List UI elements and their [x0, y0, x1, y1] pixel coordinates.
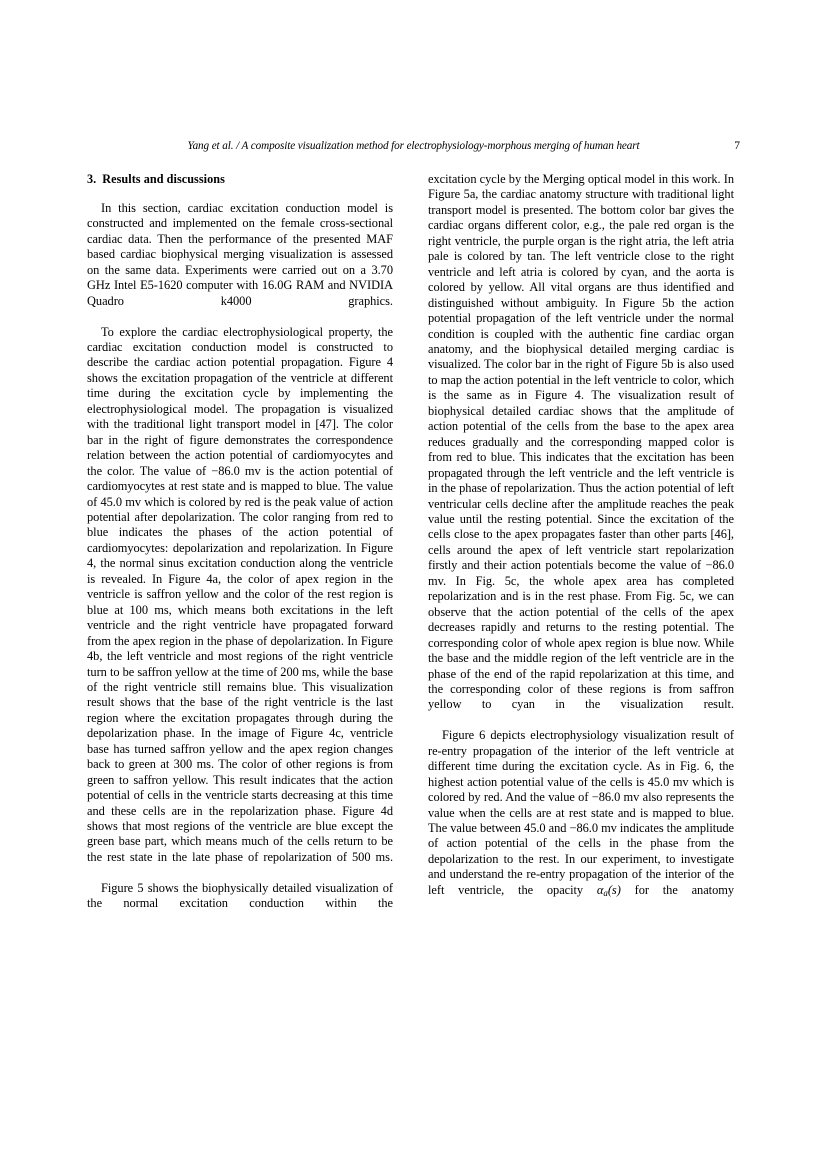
- paragraph: To explore the cardiac electrophysiological property, the cardiac excitation conduction model is constructed to describe the cardiac action potential propagation. Figure 4 shows the excitation propagation of the ventricle at different time during the excitation cycle by implementing the electrophysiological model. The propagation is visualized with the traditional light transport model in [47]. The color bar in the right of figure demonstrates the correspondence relation between the action potential of cardiomyocytes and the color. The value of −86.0 mv is the action potential of cardiomyocytes at rest state and is mapped to blue. The value of 45.0 mv which is colored by red is the peak value of action potential after depolarization. The color ranging from red to blue indicates the phases of the action potential of cardiomyocytes: depolarization and repolarization. In Figure 4, the normal sinus excitation conduction along the ventricle is revealed. In Figure 4a, the color of apex region in the ventricle is saffron yellow and the color of the rest region is blue at 100 ms, which means both excitations in the left ventricle and the right ventricle have propagated forward from the apex region in the phase of depolarization. In Figure 4b, the left ventricle and most regions of the right ventricle turn to be saffron yellow at the time of 200 ms, while the base of the right ventricle still remains blue. This visualization result shows that the base of the right ventricle is the last region where the excitation propagates through during the depolarization phase. In the image of Figure 4c, ventricle base has turned saffron yellow and the apex region changes back to green at 300 ms. The color of other regions is from green to saffron yellow. This result indicates that the action potential of cells in the ventricle starts decreasing at this time and these cells are in the repolarization phase. Figure 4d shows that most regions of the ventricle are blue except the green base part, which means much of the cells return to be the rest state in the late phase of repolarization of 500 ms.: [87, 324, 393, 864]
- paragraph-text-before-math: Figure 6 depicts electrophysiology visualization result of re-entry propagation of the interior of the left ventricle at different time during the excitation cycle. As in Fig. 6, the highest action potential value of the cells is 45.0 mv which is colored by red. And the value of −86.0 mv also represents the value when the cells are at rest state and is mapped to blue. The value between 45.0 and −86.0 mv indicates the amplitude of action potential of the cells in the phase from the depolarization to the rest. In our experiment, to investigate and understand the re-entry propagation of the interior of the left ventricle, the opacity: [428, 728, 734, 897]
- paragraph: excitation cycle by the Merging optical model in this work. In Figure 5a, the cardiac anatomy structure with traditional light transport model is presented. The bottom color bar gives the cardiac organs different color, e.g., the pale red organ is the right ventricle, the purple organ is the right atria, the left atria pale is colored by tan. The left ventricle close to the right ventricle and left atria is colored by cyan, and the aorta is colored by yellow. All vital organs are thus identified and distinguished without ambiguity. In Figure 5b the action potential propagation of the left ventricle under the normal condition is coupled with the authentic fine cardiac organ anatomy, and the biophysical detailed merging cardiac is visualized. The color bar in the right of Figure 5b is also used to map the action potential in the left ventricle to color, which is the same as in Figure 4. The visualization result of biophysical detailed cardiac shows that the amplitude of action potential of the cells from the base to the apex area reduces gradually and the corresponding mapped color is from red to blue. This indicates that the excitation has been propagated through the left ventricle and the left ventricle is in the phase of repolarization. Thus the action potential of left ventricular cells decline after the amplitude reaches the peak value until the resting potential. Since the excitation of the cells close to the apex propagates faster than other parts [46], cells around the apex of left ventricle start repolarization firstly and their action potentials become the value of −86.0 mv. In Fig. 5c, the whole apex area has completed repolarization and is in the rest phase. From Fig. 5c, we can observe that the action potential of the cells of the apex decreases rapidly and returns to the resting potential. The corresponding color of whole apex region is blue now. While the base and the middle region of the left ventricle are in the phase of the end of the rapid repolarization at this time, and the corresponding color of these regions is from saffron yellow to cyan in the visualization result.: [428, 172, 734, 712]
- section-number: 3.: [87, 172, 97, 186]
- paragraph: Figure 5 shows the biophysically detailed visualization of the normal excitation conduction within the: [87, 880, 393, 911]
- math-alpha-subscript: a: [603, 887, 608, 898]
- section-title: Results and discussions: [102, 172, 225, 186]
- body-columns: [87, 172, 740, 1032]
- running-head-title: Yang et al. / A composite visualization method for electrophysiology-morphous merging of human heart: [187, 140, 640, 152]
- paragraph-with-math: [428, 728, 734, 916]
- section-heading: [87, 172, 393, 187]
- paragraph: In this section, cardiac excitation conduction model is constructed and implemented on the female cross-sectional cardiac data. Then the performance of the presented MAF based cardiac biophysical merging visualization is assessed on the same data. Experiments were carried out on a 3.70 GHz Intel E5-1620 computer with 16.0G RAM and NVIDIA Quadro k4000 graphics.: [87, 200, 393, 308]
- left-column: [87, 172, 393, 927]
- paragraph-text-after-math: for the anatomy: [620, 882, 734, 897]
- math-alpha-arguments: (s): [607, 882, 621, 897]
- math-alpha-symbol: [597, 883, 608, 897]
- running-head: [87, 139, 740, 155]
- math-alpha-glyph: α: [596, 882, 604, 897]
- page-number: 7: [734, 139, 740, 152]
- right-column: [428, 172, 734, 917]
